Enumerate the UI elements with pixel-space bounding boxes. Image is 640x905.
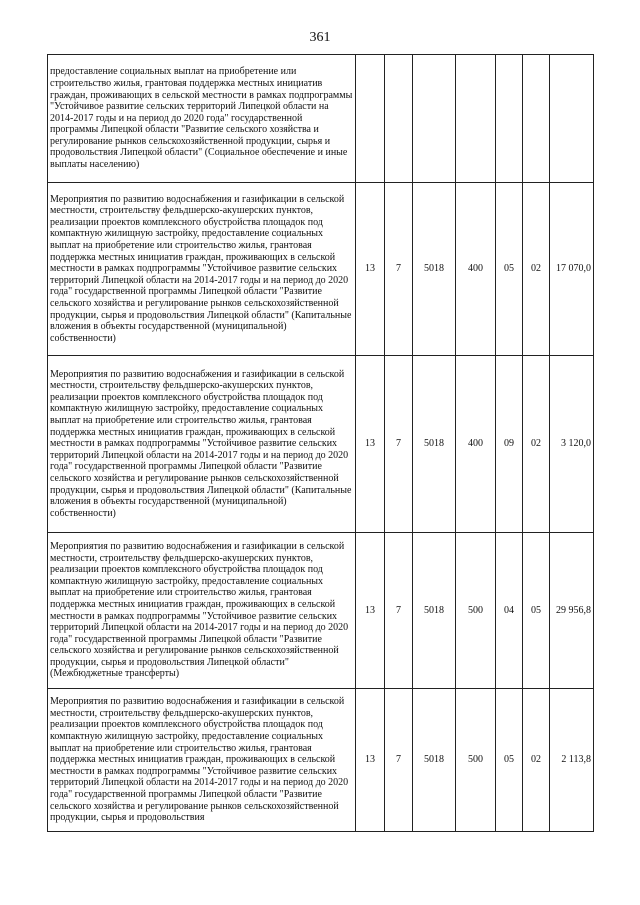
- cell-c3: 5018: [413, 689, 456, 832]
- cell-c3: 5018: [413, 356, 456, 533]
- table-row: [48, 55, 594, 183]
- table-body: [48, 55, 594, 832]
- cell-c5: [496, 55, 523, 183]
- cell-c6: [523, 55, 550, 183]
- cell-amount: 29 956,8: [550, 533, 594, 689]
- cell-amount: [550, 55, 594, 183]
- cell-c4: 400: [456, 356, 496, 533]
- cell-amount: 2 113,8: [550, 689, 594, 832]
- table-row: [48, 689, 594, 832]
- cell-c5: 04: [496, 533, 523, 689]
- row-description: Мероприятия по развитию водоснабжения и газификации в сельской местности, строительству фельдшерско-акушерских пунктов, реализации проектов комплексного обустройства площадок под компактную жилищную застройку, предоставление социальных выплат на приобретение или строительство жилья, грантовая поддержка местных инициатив граждан, проживающих в сельской местности в рамках подпрограммы "Устойчивое развитие сельских территорий Липецкой области на 2014-2017 годы и на период до 2020 года" государственной программы Липецкой области "Развитие сельского хозяйства и регулирование рынков сельскохозяйственной продукции, сырья и продовольствия Липецкой области" (Капитальные вложения в объекты государственной (муниципальной) собственности): [48, 183, 356, 356]
- table-row: [48, 183, 594, 356]
- cell-c2: 7: [385, 183, 413, 356]
- row-description: Мероприятия по развитию водоснабжения и газификации в сельской местности, строительству фельдшерско-акушерских пунктов, реализации проектов комплексного обустройства площадок под компактную жилищную застройку, предоставление социальных выплат на приобретение или строительство жилья, грантовая поддержка местных инициатив граждан, проживающих в сельской местности в рамках подпрограммы "Устойчивое развитие сельских территорий Липецкой области на 2014-2017 годы и на период до 2020 года" государственной программы Липецкой области "Развитие сельского хозяйства и регулирование рынков сельскохозяйственной продукции, сырья и продовольствия: [48, 689, 356, 832]
- cell-c2: [385, 55, 413, 183]
- row-description: предоставление социальных выплат на приобретение или строительство жилья, грантовая поддержка местных инициатив граждан, проживающих в сельской местности в рамках подпрограммы "Устойчивое развитие сельских территорий Липецкой области на 2014-2017 годы и на период до 2020 года" государственной программы Липецкой области "Развитие сельского хозяйства и регулирование рынков сельскохозяйственной продукции, сырья и продовольствия Липецкой области" (Социальное обеспечение и иные выплаты населению): [48, 55, 356, 183]
- cell-c5: 05: [496, 689, 523, 832]
- cell-amount: 17 070,0: [550, 183, 594, 356]
- cell-c2: 7: [385, 356, 413, 533]
- budget-table: [47, 54, 594, 832]
- cell-c6: 02: [523, 356, 550, 533]
- table-row: [48, 533, 594, 689]
- table-row: [48, 356, 594, 533]
- cell-c4: 400: [456, 183, 496, 356]
- cell-c1: 13: [356, 689, 385, 832]
- cell-c1: 13: [356, 356, 385, 533]
- cell-c2: 7: [385, 533, 413, 689]
- cell-c1: 13: [356, 183, 385, 356]
- cell-c5: 05: [496, 183, 523, 356]
- cell-c3: 5018: [413, 183, 456, 356]
- cell-c4: 500: [456, 533, 496, 689]
- cell-c3: [413, 55, 456, 183]
- cell-c3: 5018: [413, 533, 456, 689]
- cell-c4: [456, 55, 496, 183]
- cell-c5: 09: [496, 356, 523, 533]
- cell-c2: 7: [385, 689, 413, 832]
- cell-amount: 3 120,0: [550, 356, 594, 533]
- cell-c4: 500: [456, 689, 496, 832]
- cell-c6: 02: [523, 689, 550, 832]
- cell-c1: [356, 55, 385, 183]
- row-description: Мероприятия по развитию водоснабжения и газификации в сельской местности, строительству фельдшерско-акушерских пунктов, реализации проектов комплексного обустройства площадок под компактную жилищную застройку, предоставление социальных выплат на приобретение или строительство жилья, грантовая поддержка местных инициатив граждан, проживающих в сельской местности в рамках подпрограммы "Устойчивое развитие сельских территорий Липецкой области на 2014-2017 годы и на период до 2020 года" государственной программы Липецкой области "Развитие сельского хозяйства и регулирование рынков сельскохозяйственной продукции, сырья и продовольствия Липецкой области" (Межбюджетные трансферты): [48, 533, 356, 689]
- row-description: Мероприятия по развитию водоснабжения и газификации в сельской местности, строительству фельдшерско-акушерских пунктов, реализации проектов комплексного обустройства площадок под компактную жилищную застройку, предоставление социальных выплат на приобретение или строительство жилья, грантовая поддержка местных инициатив граждан, проживающих в сельской местности в рамках подпрограммы "Устойчивое развитие сельских территорий Липецкой области на 2014-2017 годы и на период до 2020 года" государственной программы Липецкой области "Развитие сельского хозяйства и регулирование рынков сельскохозяйственной продукции, сырья и продовольствия Липецкой области" (Капитальные вложения в объекты государственной (муниципальной) собственности): [48, 356, 356, 533]
- cell-c1: 13: [356, 533, 385, 689]
- cell-c6: 05: [523, 533, 550, 689]
- page-number: 361: [309, 30, 331, 45]
- cell-c6: 02: [523, 183, 550, 356]
